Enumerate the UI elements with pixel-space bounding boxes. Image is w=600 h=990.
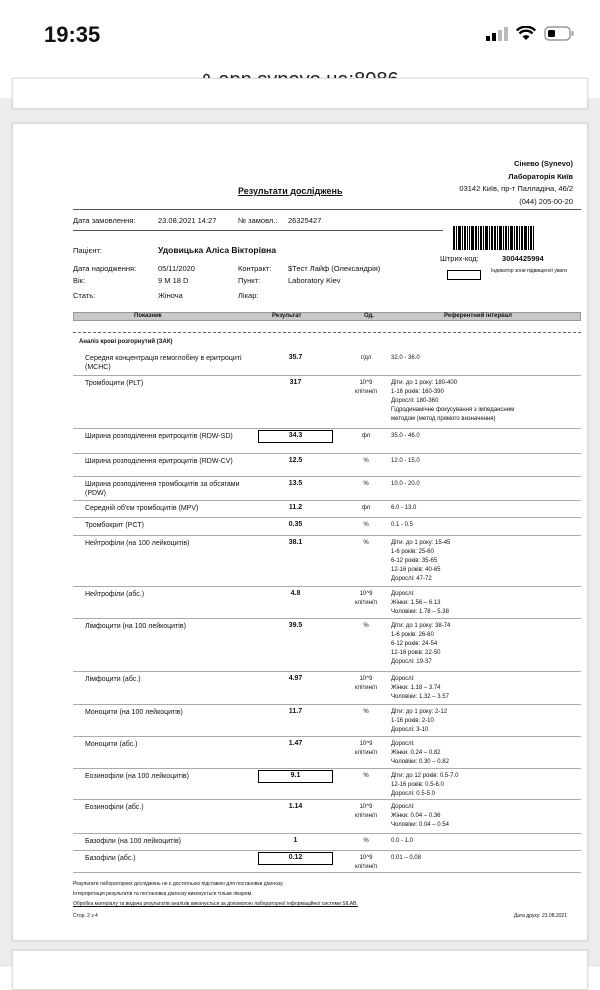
unit: % bbox=[363, 773, 369, 779]
indicator-name: Середня концентрація гемоглобіну в еритроциті (MCHC) bbox=[85, 355, 242, 371]
footer-note: Інтерпретація результатів та постановка діагнозу виконується тільки лікарем. bbox=[73, 891, 253, 897]
reference-interval bbox=[391, 772, 581, 799]
indicator-name: Моноцити (на 100 лейкоцитів) bbox=[85, 709, 183, 716]
unit: % bbox=[363, 481, 369, 487]
result-value: 0.12 bbox=[258, 852, 333, 865]
reference-line: Чоловіки: 1.78 – 5.38 bbox=[391, 609, 449, 615]
document-viewer[interactable] bbox=[0, 98, 600, 967]
indicator-name: Моноцити (абс.) bbox=[85, 741, 138, 748]
reference-line: Жінки: 0.24 – 0.82 bbox=[391, 750, 441, 756]
age: 9 M 18 D bbox=[158, 276, 189, 285]
wifi-icon bbox=[516, 26, 536, 41]
result-value: 11.2 bbox=[288, 504, 303, 511]
order-date: 23.08.2021 14:27 bbox=[158, 216, 217, 225]
cellular-signal-icon bbox=[486, 27, 508, 41]
table-header bbox=[73, 312, 581, 321]
unit: % bbox=[363, 623, 369, 629]
table-row bbox=[73, 454, 581, 477]
indicator-name: Тромбокрит (PCT) bbox=[85, 522, 144, 529]
result-value: 11.7 bbox=[288, 708, 303, 715]
next-page bbox=[12, 950, 588, 990]
reference-line: Діти: до 1 року: 2-12 bbox=[391, 709, 448, 715]
reference-interval bbox=[391, 480, 581, 489]
reference-line: Гідродинамічне фокусування з імпедансним bbox=[391, 407, 515, 413]
indicator-name: Базофіли (абс.) bbox=[85, 855, 136, 862]
reference-line: 12-16 років: 0.5-6.0 bbox=[391, 782, 444, 788]
table-row bbox=[73, 536, 581, 587]
reference-line: 0.1 - 0.5 bbox=[391, 522, 414, 528]
reference-line: Жінки: 0.04 – 0.36 bbox=[391, 813, 441, 819]
clock: 19:35 bbox=[44, 22, 101, 47]
contract-label: Контракт: bbox=[238, 264, 272, 273]
reference-line: 6-12 років: 24-54 bbox=[391, 641, 438, 647]
indicator-name: Лімфоцити (абс.) bbox=[85, 676, 141, 683]
order-num-label: № замовл.: bbox=[238, 216, 278, 225]
report-title: Результати досліджень bbox=[238, 186, 343, 196]
table-row bbox=[73, 737, 581, 769]
result-value: 1 bbox=[293, 837, 298, 844]
col-result: Результат bbox=[272, 313, 302, 319]
result-value: 39.5 bbox=[288, 622, 303, 629]
contract: $Тест Лайф (Олександрія) bbox=[288, 264, 381, 273]
reference-interval bbox=[391, 590, 581, 617]
col-unit: Од. bbox=[364, 313, 374, 319]
reference-line: Дорослі: 47-72 bbox=[391, 576, 432, 582]
reference-line: Дорослі: bbox=[391, 591, 415, 597]
reference-line: Дорослі: bbox=[391, 676, 415, 682]
indicator-name: Еозинофіли (абс.) bbox=[85, 804, 144, 811]
table-row bbox=[73, 376, 581, 429]
divider bbox=[73, 230, 443, 231]
previous-page bbox=[12, 78, 588, 109]
barcode-label: Штрих-код: bbox=[440, 254, 479, 263]
result-value: 38.1 bbox=[288, 539, 303, 546]
indicator-name: Середній об'єм тромбоцитів (MPV) bbox=[85, 505, 199, 512]
reference-line: Дорослі: 3-10 bbox=[391, 727, 429, 733]
section-title: Аналіз крові розгорнутий (ЗАК) bbox=[79, 339, 173, 345]
unit: % bbox=[363, 838, 369, 844]
reference-line: 1-16 років: 160-390 bbox=[391, 389, 444, 395]
order-date-label: Дата замовлення: bbox=[73, 216, 136, 225]
unit: 10^9 клітин/л bbox=[354, 804, 378, 819]
divider bbox=[73, 209, 581, 210]
barcode-value: 3004425994 bbox=[502, 254, 544, 263]
order-num: 26325427 bbox=[288, 216, 322, 225]
battery-icon bbox=[544, 26, 574, 41]
result-value: 12.5 bbox=[288, 457, 303, 464]
reference-line: 1-16 років: 2-10 bbox=[391, 718, 434, 724]
doctor-label: Лікар: bbox=[238, 291, 259, 300]
lab-address: 03142 Київ, пр-т Палладіна, 46/2 bbox=[459, 184, 573, 193]
unit: 10^9 клітин/л bbox=[354, 676, 378, 691]
table-row bbox=[73, 800, 581, 834]
reference-interval bbox=[391, 740, 581, 767]
reference-interval bbox=[391, 379, 581, 424]
reference-line: 1-6 років: 25-60 bbox=[391, 549, 434, 555]
reference-line: Діти: до 12 років: 0.5-7.0 bbox=[391, 773, 459, 779]
patient-name: Удовицька Аліса Вікторівна bbox=[158, 245, 277, 255]
unit: 10^9 клітин/л bbox=[354, 741, 378, 756]
result-value: 1.47 bbox=[288, 740, 303, 747]
table-row bbox=[73, 351, 581, 376]
print-date: Дата друку: 23.08.2021 bbox=[513, 913, 567, 919]
table-row bbox=[73, 705, 581, 737]
reference-line: Діти: до 1 року: 15-45 bbox=[391, 540, 451, 546]
indicator-name: Ширина розподілення еритроцитів (RDW-SD) bbox=[85, 433, 233, 440]
unit: фл bbox=[361, 505, 371, 511]
indicator-name: Нейтрофіли (на 100 лейкоцитів) bbox=[85, 540, 190, 547]
result-value: 4.8 bbox=[290, 590, 301, 597]
result-value: 13.5 bbox=[288, 480, 303, 487]
footer-note: Обробка матеріалу та видача результатів аналізів виконується за допомогою лабораторної інформаційної системи SILAB. bbox=[73, 901, 358, 907]
footer-note: Результати лабораторних досліджень не є достатньою підставою для постановки діагнозу. bbox=[73, 881, 284, 887]
unit: 10^9 клітин/л bbox=[354, 855, 378, 870]
reference-line: Діти: до 1 року: 38-74 bbox=[391, 623, 451, 629]
result-value: 9.1 bbox=[258, 770, 333, 783]
indicator-name: Ширина розподілення тромбоцитів за обсягами (PDW) bbox=[85, 481, 240, 497]
table-row bbox=[73, 477, 581, 501]
reference-interval bbox=[391, 521, 581, 530]
reference-line: Дорослі: 19-37 bbox=[391, 659, 432, 665]
report-page bbox=[12, 123, 588, 941]
reference-line: Чоловіки: 1.32 – 3.57 bbox=[391, 694, 449, 700]
reference-line: Діти: до 1 року: 180-400 bbox=[391, 380, 458, 386]
lab-branch: Лабораторія Київ bbox=[508, 172, 573, 181]
reference-interval bbox=[391, 622, 581, 667]
unit: 10^9 клітин/л bbox=[354, 380, 378, 395]
reference-line: 12-16 років: 40-65 bbox=[391, 567, 441, 573]
sex: Жіноча bbox=[158, 291, 183, 300]
result-value: 4.97 bbox=[288, 675, 303, 682]
table-row bbox=[73, 851, 581, 873]
reference-line: Жінки: 1.56 – 6.13 bbox=[391, 600, 441, 606]
reference-line: 6.0 - 13.0 bbox=[391, 505, 417, 511]
reference-line: методом (метод прямого визначення) bbox=[391, 416, 496, 422]
reference-line: 6-12 років: 35-65 bbox=[391, 558, 438, 564]
reference-line: 12-16 років: 22-50 bbox=[391, 650, 441, 656]
unit: % bbox=[363, 540, 369, 546]
reference-line: Жінки: 1.18 – 3.74 bbox=[391, 685, 441, 691]
unit: г/дл bbox=[360, 355, 372, 361]
indicator-name: Ширина розподілення еритроцитів (RDW-CV) bbox=[85, 458, 233, 465]
indicator-name: Тромбоцити (PLT) bbox=[85, 380, 144, 387]
dob: 05/11/2020 bbox=[158, 264, 195, 273]
reference-interval bbox=[391, 675, 581, 702]
table-row bbox=[73, 672, 581, 705]
reference-interval bbox=[391, 354, 581, 363]
reference-interval bbox=[391, 539, 581, 584]
indicator-name: Еозинофіли (на 100 лейкоцитів) bbox=[85, 773, 189, 780]
point-label: Пункт: bbox=[238, 276, 261, 285]
lab-name: Сінево (Synevo) bbox=[513, 159, 573, 168]
reference-interval bbox=[391, 837, 581, 846]
reference-line: Чоловіки: 0.30 – 0.82 bbox=[391, 759, 449, 765]
table-row bbox=[73, 429, 581, 454]
point: Laboratory Kiev bbox=[288, 276, 341, 285]
reference-line: 32.0 - 36.0 bbox=[391, 355, 420, 361]
status-bar bbox=[0, 0, 600, 70]
reference-line: 1-6 років: 26-60 bbox=[391, 632, 434, 638]
indicator-name: Лімфоцити (на 100 лейкоцитів) bbox=[85, 623, 186, 630]
indicator-name: Базофіли (на 100 лейкоцитів) bbox=[85, 838, 181, 845]
col-reference: Референтний інтервал bbox=[444, 313, 512, 319]
table-row bbox=[73, 619, 581, 672]
reference-line: 0.0 - 1.0 bbox=[391, 838, 414, 844]
reference-interval bbox=[391, 432, 581, 441]
result-value: 35.7 bbox=[288, 354, 303, 361]
barcode-image bbox=[453, 226, 563, 250]
result-value: 1.14 bbox=[288, 803, 303, 810]
table-row bbox=[73, 834, 581, 851]
reference-interval bbox=[391, 708, 581, 735]
result-value: 317 bbox=[289, 379, 302, 386]
reference-line: 0.01 – 0.08 bbox=[391, 855, 422, 861]
table-row bbox=[73, 501, 581, 518]
reference-line: 12.0 - 15.0 bbox=[391, 458, 420, 464]
lab-phone: (044) 205-00-20 bbox=[519, 197, 573, 206]
reference-line: Чоловіки: 0.04 – 0.54 bbox=[391, 822, 449, 828]
patient-label: Пацієнт: bbox=[73, 246, 103, 255]
attention-zone-box bbox=[447, 270, 481, 280]
dob-label: Дата народження: bbox=[73, 264, 137, 273]
unit: % bbox=[363, 522, 369, 528]
table-row bbox=[73, 518, 581, 536]
age-label: Вік: bbox=[73, 276, 86, 285]
result-value: 0.35 bbox=[288, 521, 303, 528]
reference-interval bbox=[391, 504, 581, 513]
divider bbox=[73, 332, 581, 333]
reference-line: Дорослі: bbox=[391, 804, 415, 810]
unit: % bbox=[363, 458, 369, 464]
unit: фл bbox=[361, 433, 371, 439]
result-value: 34.3 bbox=[258, 430, 333, 443]
unit: 10^9 клітин/л bbox=[354, 591, 378, 606]
reference-line: Дорослі: bbox=[391, 741, 415, 747]
reference-interval bbox=[391, 803, 581, 830]
reference-line: 10.0 - 20.0 bbox=[391, 481, 420, 487]
unit: % bbox=[363, 709, 369, 715]
reference-line: 35.0 - 46.0 bbox=[391, 433, 420, 439]
col-indicator: Показник bbox=[134, 313, 162, 319]
page-number: Стор. 2 з 4 bbox=[73, 913, 98, 919]
reference-interval bbox=[391, 457, 581, 466]
reference-line: Дорослі: 180-360 bbox=[391, 398, 439, 404]
table-row bbox=[73, 587, 581, 619]
reference-line: Дорослі: 0.5-5.0 bbox=[391, 791, 435, 797]
attention-zone-note: Індикатор зони підвищеної уваги bbox=[491, 268, 567, 274]
table-row bbox=[73, 769, 581, 800]
reference-interval bbox=[391, 854, 581, 863]
indicator-name: Нейтрофіли (абс.) bbox=[85, 591, 145, 598]
sex-label: Стать: bbox=[73, 291, 96, 300]
